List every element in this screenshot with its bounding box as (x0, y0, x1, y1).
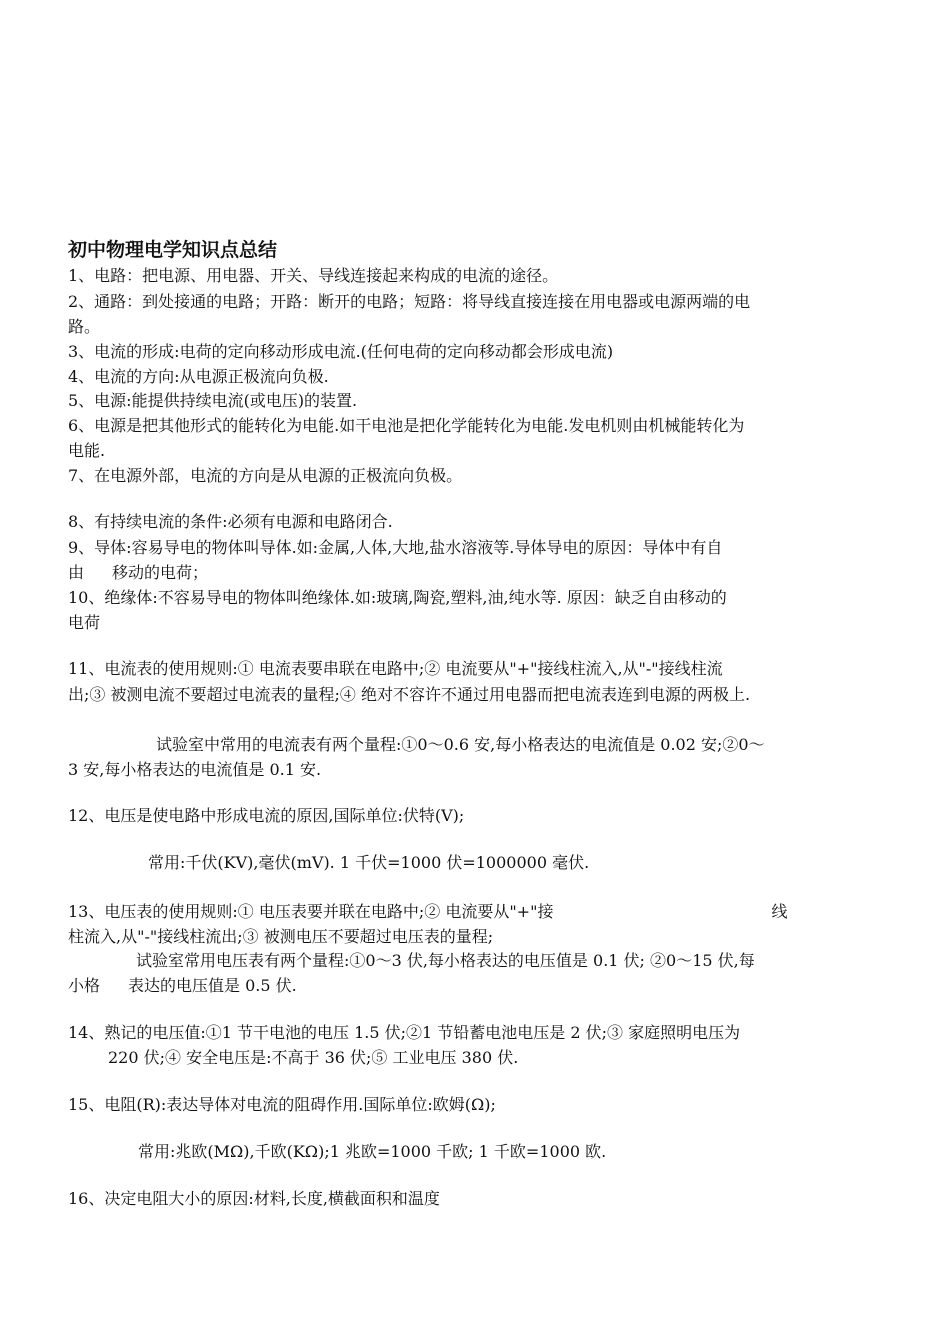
text-line: 出;③ 被测电流不要超过电流表的量程;④ 绝对不容许不通过用电器而把电流表连到电源的两极上. (68, 685, 751, 704)
text-line: 15、电阻(R):表达导体对电流的阻碍作用.国际单位:欧姆(Ω); (68, 1095, 496, 1114)
text-line: 10、绝缘体:不容易导电的物体叫绝缘体.如:玻璃,陶瓷,塑料,油,纯水等. 原因：缺乏自由移动的 (68, 588, 727, 607)
text-line: 5、电源:能提供持续电流(或电压)的装置. (68, 391, 358, 410)
text-line (68, 901, 787, 923)
text-line: 3 安,每小格表达的电流值是 0.1 安. (68, 760, 322, 779)
text-fragment: 表达的电压值是 0.5 伏. (128, 976, 297, 995)
text-fragment: 小格 (68, 976, 101, 995)
text-fragment: 由 (68, 563, 85, 582)
text-line: 2、通路：到处接通的电路；开路：断开的电路；短路：将导线直接连接在用电器或电源两端的电 (68, 292, 751, 311)
text-line: 9、导体:容易导电的物体叫导体.如:金属,人体,大地,盐水溶液等.导体导电的原因：导体中有自 (68, 538, 723, 557)
text-line: 12、电压是使电路中形成电流的原因,国际单位:伏特(V); (68, 806, 465, 825)
text-fragment: 移动的电荷； (112, 563, 209, 582)
text-line: 路。 (68, 317, 101, 336)
text-line: 电荷 (68, 613, 101, 632)
text-line: 柱流入,从"-"接线柱流出;③ 被测电压不要超过电压表的量程; (68, 927, 494, 946)
text-line: 试验室常用电压表有两个量程:①0～3 伏,每小格表达的电压值是 0.1 伏; ②0～15 伏,每 (136, 951, 755, 970)
text-line: 220 伏;④ 安全电压是:不高于 36 伏;⑤ 工业电压 380 伏. (108, 1048, 519, 1067)
text-line: 1、电路：把电源、用电器、开关、导线连接起来构成的电流的途径。 (68, 266, 559, 285)
text-line: 7、在电源外部，电流的方向是从电源的正极流向负极。 (68, 466, 463, 485)
text-line: 常用:兆欧(MΩ),千欧(KΩ);1 兆欧=1000 千欧; 1 千欧=1000 欧. (138, 1142, 607, 1161)
text-line: 6、电源是把其他形式的能转化为电能.如干电池是把化学能转化为电能.发电机则由机械能转化为 (68, 416, 745, 435)
text-line: 8、有持续电流的条件:必须有电源和电路闭合. (68, 512, 393, 531)
text-line: 11、电流表的使用规则:① 电流表要串联在电路中;② 电流要从"+"接线柱流入,从"-"接线柱流 (68, 659, 723, 678)
text-line: 常用:千伏(KV),毫伏(mV). 1 千伏=1000 伏=1000000 毫伏. (148, 853, 590, 872)
text-fragment: 线 (771, 902, 788, 921)
text-line (68, 975, 297, 997)
text-line: 14、熟记的电压值:①1 节干电池的电压 1.5 伏;②1 节铅蓄电池电压是 2 伏;③ 家庭照明电压为 (68, 1023, 741, 1042)
text-line: 试验室中常用的电流表有两个量程:①0～0.6 安,每小格表达的电流值是 0.02 安;②0～ (156, 735, 765, 754)
text-line: 电能. (68, 441, 106, 460)
text-line (68, 562, 208, 584)
text-line: 3、电流的形成:电荷的定向移动形成电流.(任何电荷的定向移动都会形成电流) (68, 342, 614, 361)
text-fragment: 13、电压表的使用规则:① 电压表要并联在电路中;② 电流要从"+"接 (68, 902, 554, 921)
text-line: 4、电流的方向:从电源正极流向负极. (68, 367, 329, 386)
text-line: 16、决定电阻大小的原因:材料,长度,横截面积和温度 (68, 1189, 440, 1208)
document-title: 初中物理电学知识点总结 (68, 239, 278, 261)
